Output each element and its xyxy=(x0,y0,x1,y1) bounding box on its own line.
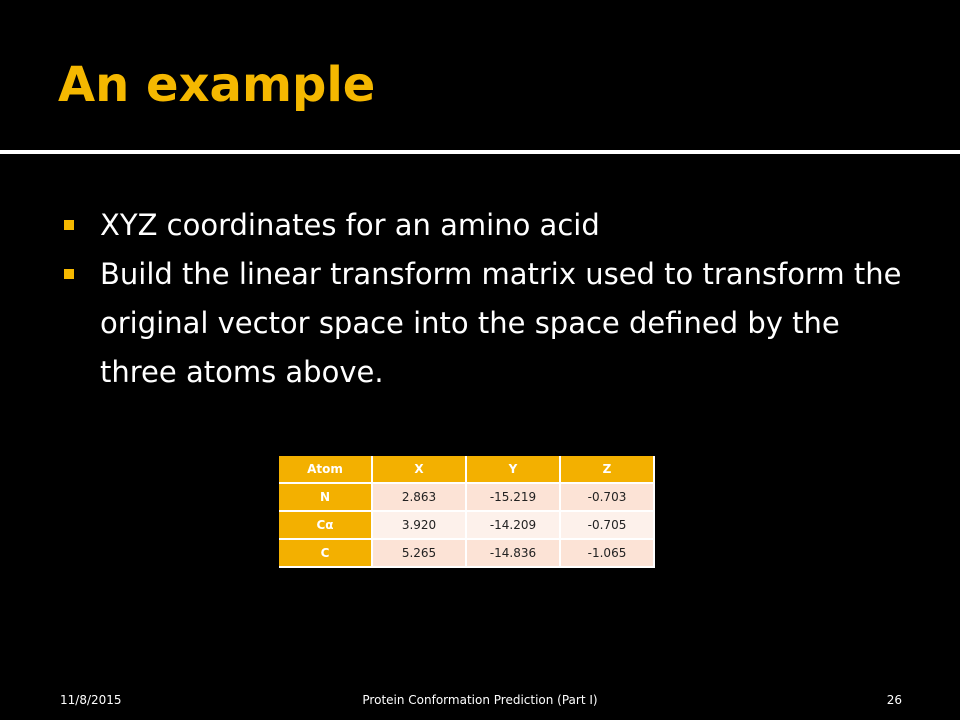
z-value-cell: -0.705 xyxy=(560,511,654,539)
slide-title: An example xyxy=(58,57,376,113)
coordinates-table xyxy=(279,456,655,568)
table-row xyxy=(279,511,654,539)
y-value-cell: -14.836 xyxy=(466,539,560,567)
table-row xyxy=(279,483,654,511)
table-header-row xyxy=(279,456,654,483)
square-bullet-icon xyxy=(64,220,74,230)
bullet-text: Build the linear transform matrix used to transform the original vector space into the space defined by the three atoms above. xyxy=(100,257,902,389)
atom-name-cell: C xyxy=(279,539,372,567)
table-row xyxy=(279,539,654,567)
footer-title: Protein Conformation Prediction (Part I) xyxy=(362,693,598,707)
coordinates-table-container xyxy=(279,456,655,568)
header-atom: Atom xyxy=(279,456,372,483)
bullet-item xyxy=(64,201,904,250)
y-value-cell: -15.219 xyxy=(466,483,560,511)
z-value-cell: -1.065 xyxy=(560,539,654,567)
x-value-cell: 3.920 xyxy=(372,511,466,539)
square-bullet-icon xyxy=(64,269,74,279)
bullet-text: XYZ coordinates for an amino acid xyxy=(100,208,600,242)
title-divider xyxy=(0,150,960,154)
bullet-item xyxy=(64,250,904,397)
header-z: Z xyxy=(560,456,654,483)
z-value-cell: -0.703 xyxy=(560,483,654,511)
footer-date: 11/8/2015 xyxy=(60,693,122,707)
x-value-cell: 5.265 xyxy=(372,539,466,567)
x-value-cell: 2.863 xyxy=(372,483,466,511)
atom-name-cell: N xyxy=(279,483,372,511)
atom-name-cell: Cα xyxy=(279,511,372,539)
page-number: 26 xyxy=(886,693,902,707)
header-x: X xyxy=(372,456,466,483)
y-value-cell: -14.209 xyxy=(466,511,560,539)
bullet-list xyxy=(64,201,904,397)
header-y: Y xyxy=(466,456,560,483)
